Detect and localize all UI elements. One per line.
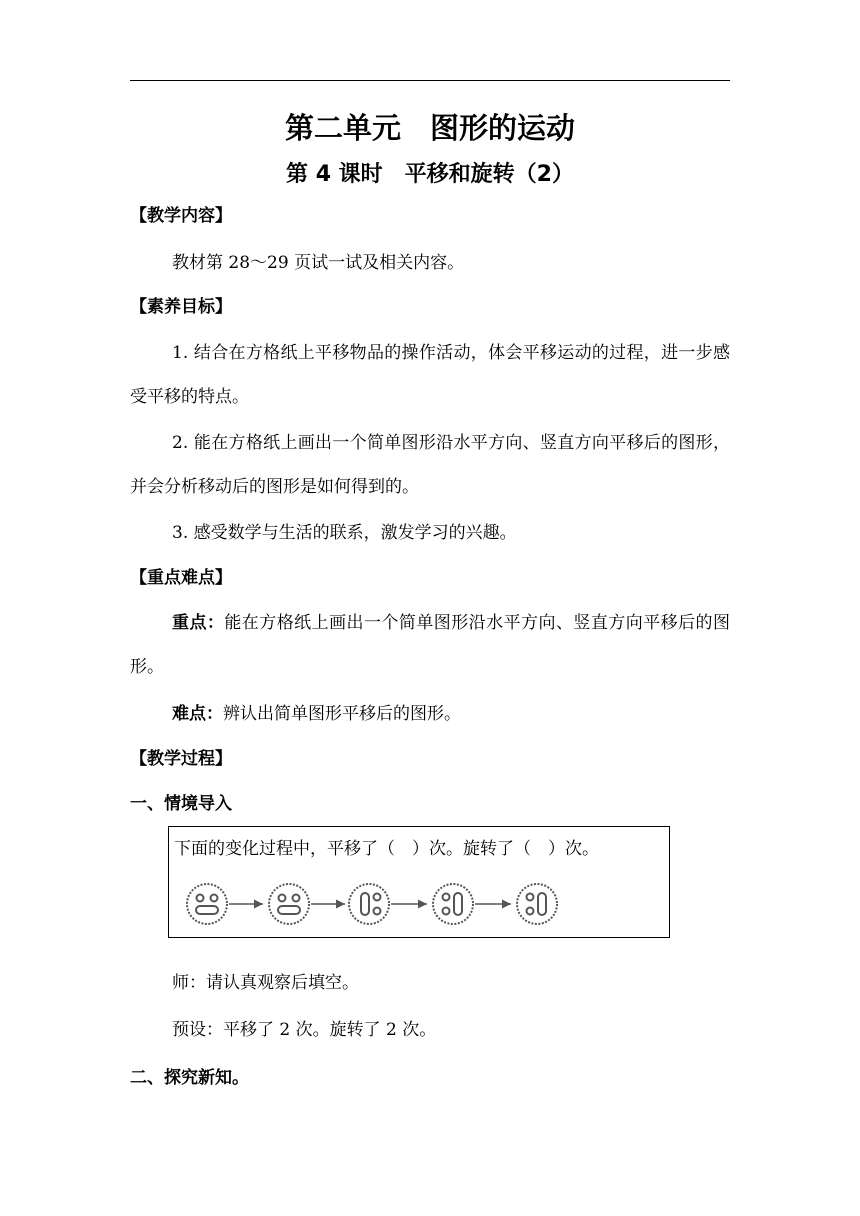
section-heading-process: 【教学过程】 [130,749,232,769]
goal-item-3: 3. 感受数学与生活的联系，激发学习的兴趣。 [172,523,517,543]
face-icon-2 [269,884,309,924]
difficult-label: 难点： [172,704,223,724]
difficult-point-paragraph [130,692,730,736]
lesson-title: 第 4 课时 平移和旋转（2） [286,162,574,187]
section-heading-content: 【教学内容】 [130,206,232,226]
face-icon-1 [187,884,227,924]
step1-heading: 一、情境导入 [130,794,232,814]
section-heading-keypoints: 【重点难点】 [130,568,232,588]
exercise-question: 下面的变化过程中，平移了（ ）次。旋转了（ ）次。 [174,839,599,859]
key-label: 重点： [172,613,225,633]
key-text: 能在方格纸上画出一个简单图形沿水平方向、竖直方向平移后的图形。 [130,613,731,677]
header-rule [130,80,730,81]
face-transform-sequence [183,879,583,929]
teacher-instruction: 师：请认真观察后填空。 [172,973,359,993]
preset-answer: 预设：平移了 2 次。旋转了 2 次。 [172,1020,437,1040]
unit-title: 第二单元 图形的运动 [284,111,575,145]
goal-item-2: 2. 能在方格纸上画出一个简单图形沿水平方向、竖直方向平移后的图形，并会分析移动后的图形是如何得到的。 [130,433,730,497]
content-paragraph: 教材第 28～29 页试一试及相关内容。 [172,253,465,273]
section-heading-goals: 【素养目标】 [130,297,232,317]
face-icon-5 [517,884,557,924]
difficult-text: 辨认出简单图形平移后的图形。 [223,704,461,724]
key-point-paragraph [130,601,730,689]
face-icon-3 [349,884,389,924]
face-icon-4 [433,884,473,924]
exercise-box [168,826,670,938]
step2-heading: 二、探究新知。 [130,1068,249,1088]
goal-item-1: 1. 结合在方格纸上平移物品的操作活动，体会平移运动的过程，进一步感受平移的特点。 [130,343,730,407]
